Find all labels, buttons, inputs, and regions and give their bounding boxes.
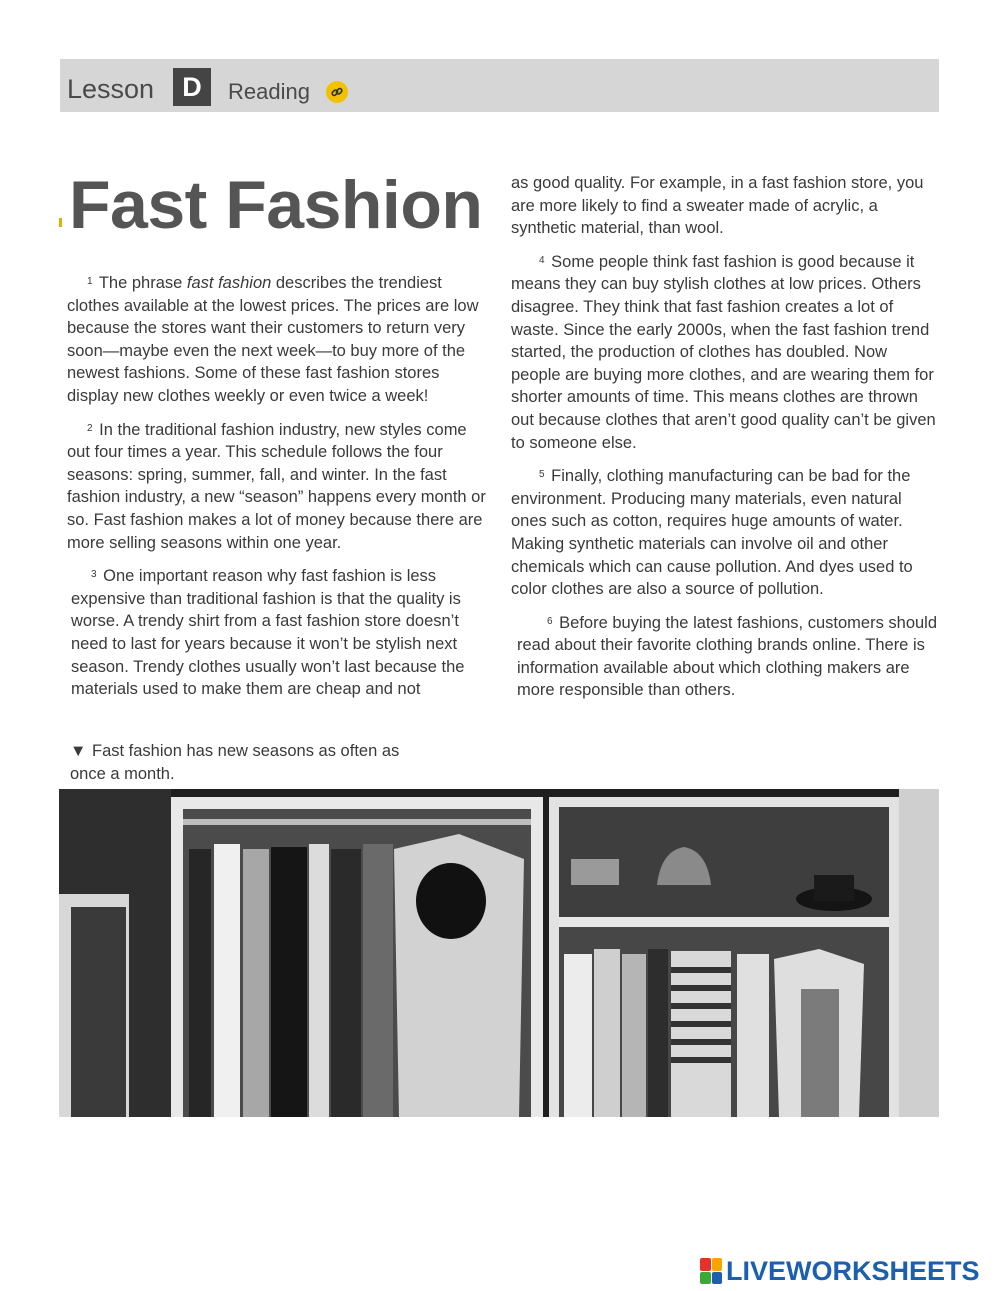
logo-mark-icon <box>700 1258 722 1284</box>
caption-triangle-icon: ▼ <box>70 742 87 760</box>
title-marker <box>59 218 62 227</box>
paragraph-1: $^1$ The phrase fast fashion describes the trendiest clothes available at the lowest prices. The prices are low because the stores want their customers to return very soon—maybe even the next week—to buy more of the newest fashions. Some of these fast fashion stores display new clothes weekly or even twice a week! <box>67 274 479 405</box>
page-title: Fast Fashion <box>69 167 483 243</box>
liveworksheets-logo[interactable] <box>700 1256 980 1286</box>
paragraph-6: $^6$ Before buying the latest fashions, customers should read about their favorite clothing brands online. There is information available about which clothing makers are more responsible than others. <box>517 613 938 700</box>
left-column <box>67 271 492 711</box>
lesson-label: Lesson <box>67 74 155 104</box>
paragraph-5: $^5$ Finally, clothing manufacturing can be bad for the environment. Producing many materials, even natural ones such as cotton, requires huge amounts of water. Making synthetic materials can involve oil and other chemicals which can cause pollution. And dyes used to color clothes are also a source of pollution. <box>511 467 913 599</box>
right-column <box>511 172 939 712</box>
section-label: Reading <box>228 79 310 104</box>
paragraph-2: $^2$ In the traditional fashion industry, new styles come out four times a year. This schedule follows the four seasons: spring, summer, fall, and winter. In the fast fashion industry, a new “season” happens every month or so. Fast fashion makes a lot of money because there are more selling seasons within one year. <box>67 420 486 552</box>
lesson-letter-badge: D <box>173 68 211 106</box>
paragraph-3: $^3$ One important reason why fast fashion is less expensive than traditional fashion is that the quality is worse. A trendy shirt from a fast fashion store doesn’t need to last for years because it won’t be stylish next season. Trendy clothes usually won’t last because the materials used to make them are cheap and not <box>71 567 465 699</box>
photo-caption: ▼ Fast fashion has new seasons as often as once a month. <box>70 742 400 783</box>
paragraph-3-continued: as good quality. For example, in a fast fashion store, you are more likely to find a sweater made of acrylic, a synthetic material, than wool. <box>511 174 924 238</box>
paragraph-4: $^4$ Some people think fast fashion is good because it means they can buy stylish clothes at low prices. Others disagree. They think that fast fashion creates a lot of waste. Since the early 2000s, when the fast fashion trend started, the production of clothes has doubled. Now people are buying more clothes, and are wearing them for shorter amounts of time. This means clothes are thrown out because clothes that aren’t good quality can’t be given to someone else. <box>511 252 936 452</box>
link-icon[interactable] <box>326 81 348 103</box>
wardrobe-photo <box>59 789 939 1117</box>
brand-name: LIVEWORKSHEETS <box>726 1255 980 1286</box>
